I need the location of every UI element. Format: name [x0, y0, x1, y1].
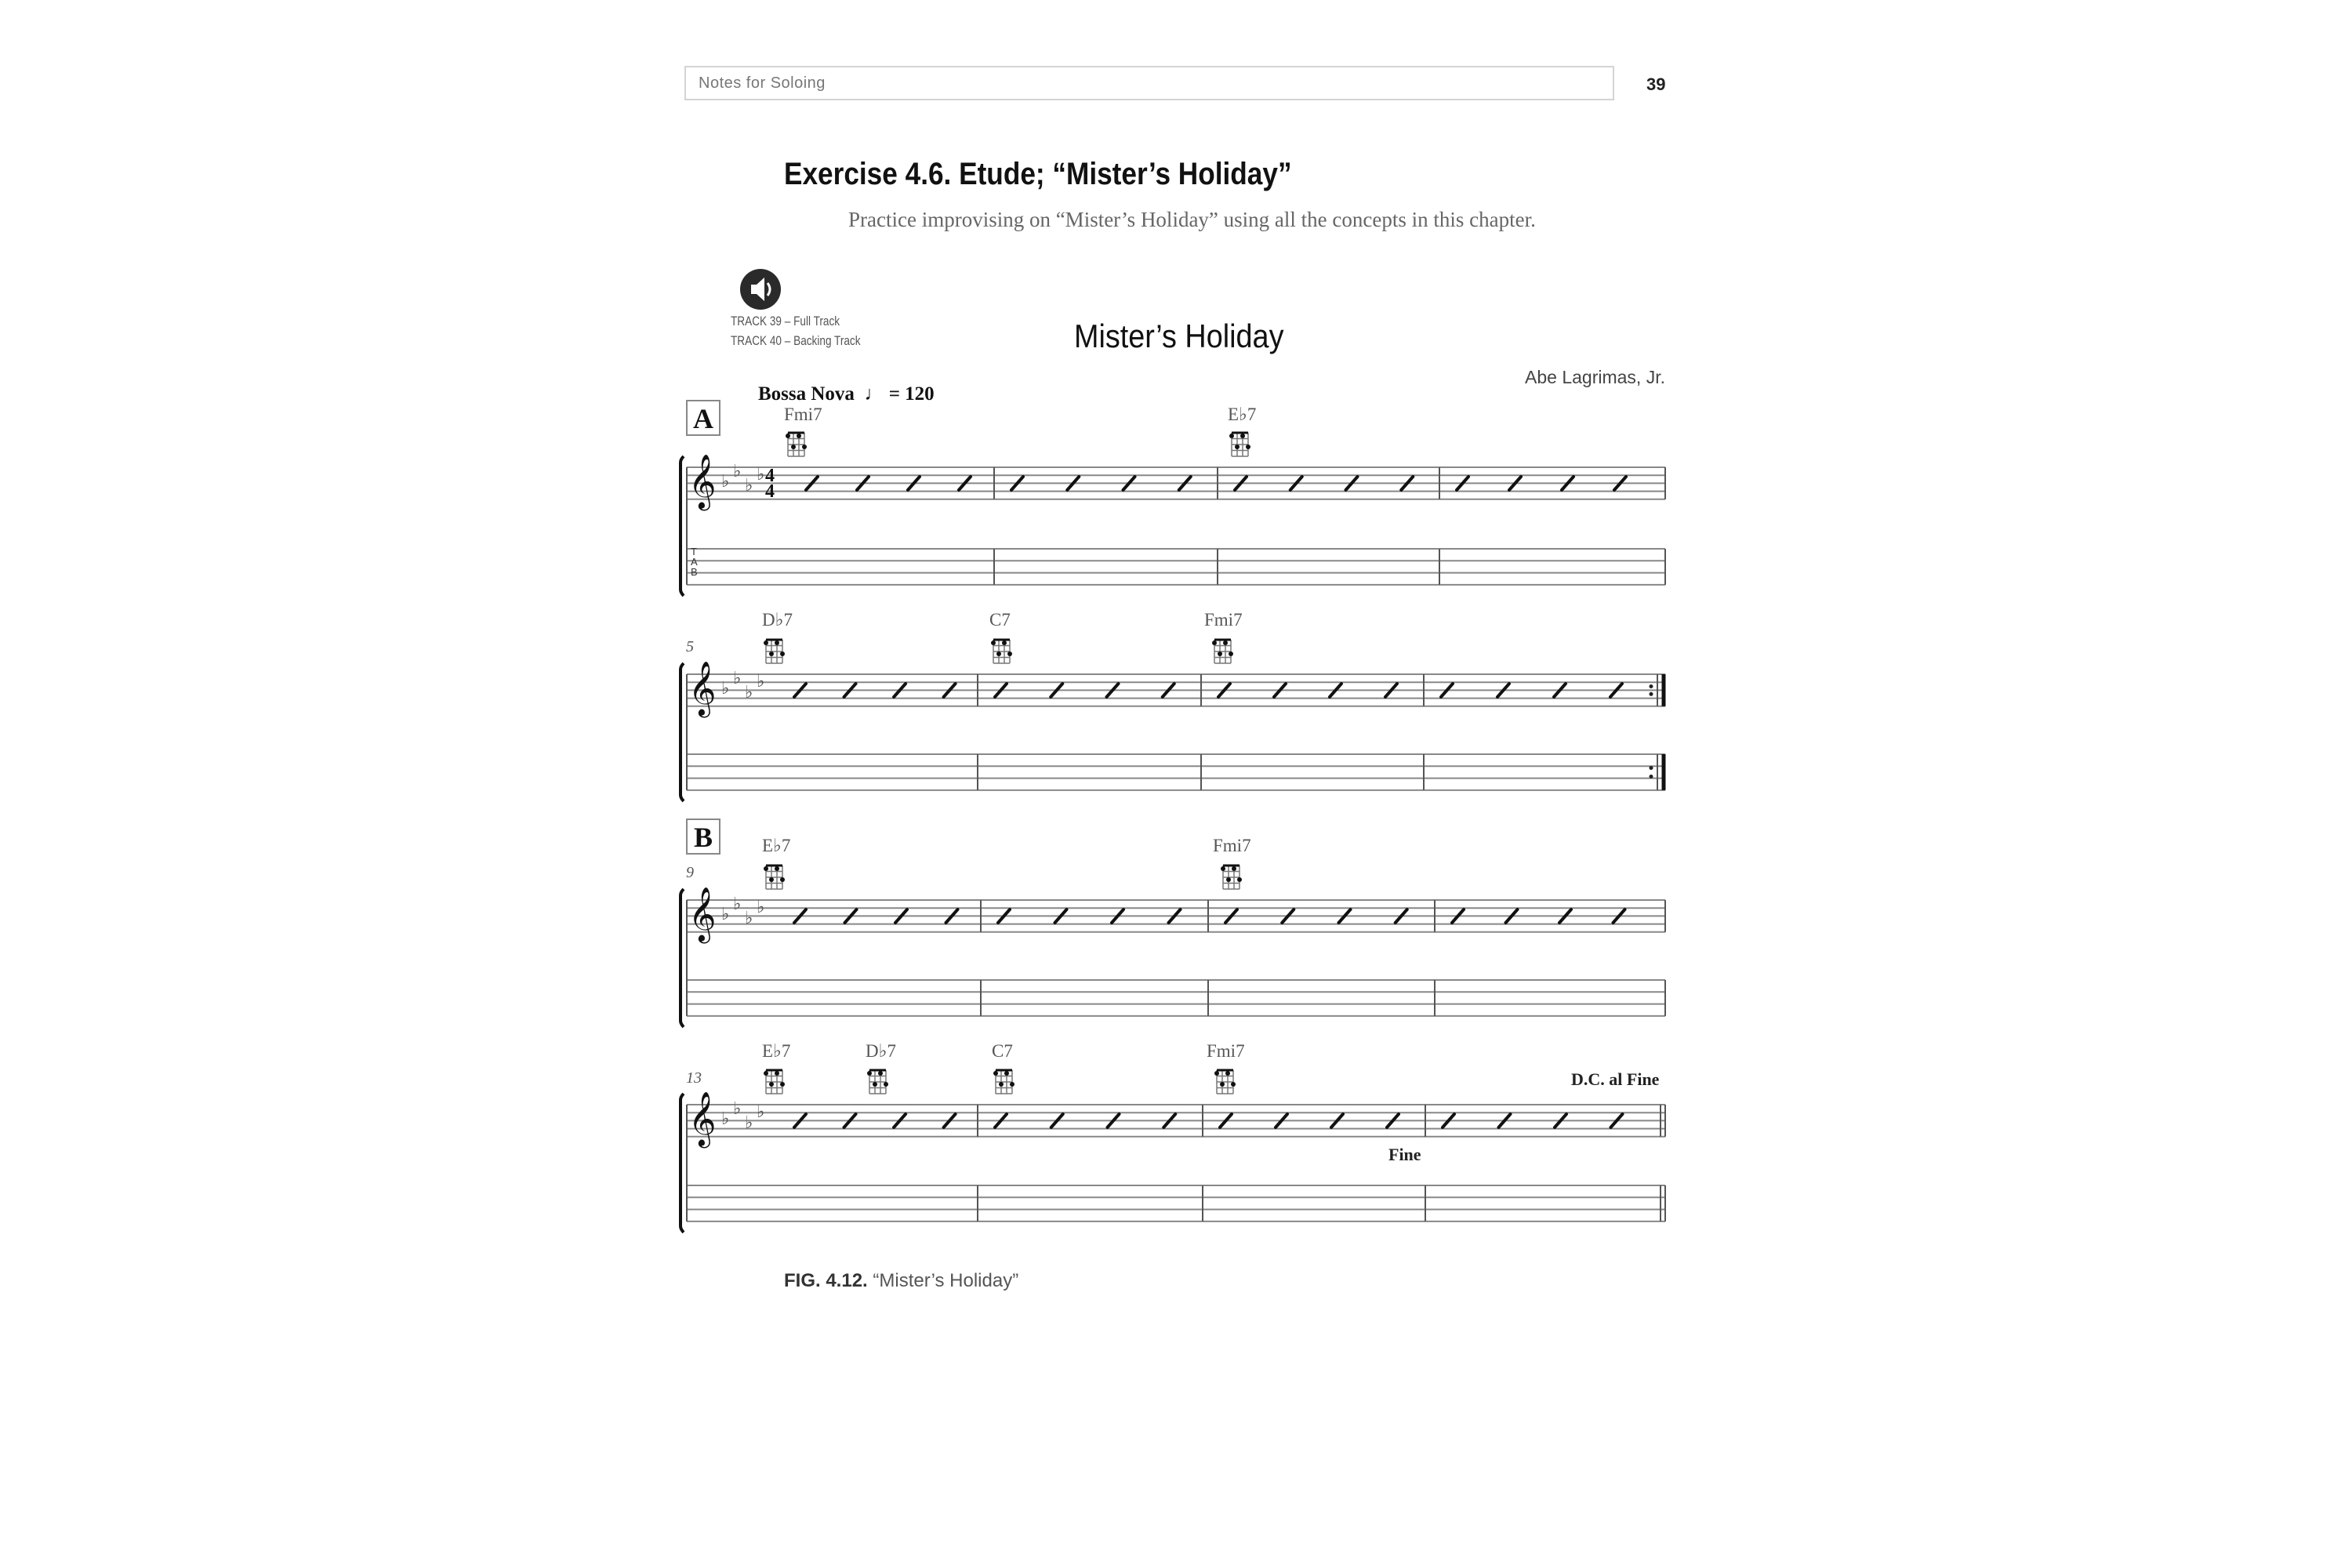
- flat-icon: ♭: [733, 1099, 742, 1119]
- chord-dot: [1229, 434, 1234, 438]
- chord-dot: [1246, 445, 1250, 449]
- flat-icon: ♭: [757, 1102, 765, 1122]
- flat-icon: ♭: [745, 1113, 753, 1133]
- chord-label: Fmi7: [784, 405, 822, 424]
- chord-label: D♭7: [762, 610, 793, 630]
- treble-clef-icon: 𝄞: [688, 887, 717, 942]
- chord-label: Fmi7: [1213, 836, 1251, 855]
- chord-dot: [797, 434, 801, 438]
- repeat-dot: [1650, 684, 1653, 688]
- tempo-value: = 120: [888, 383, 935, 405]
- chord-dot: [1225, 1071, 1230, 1076]
- repeat-dot: [1650, 692, 1653, 696]
- system-bracket: [681, 663, 684, 801]
- flat-icon: ♭: [745, 683, 753, 702]
- chord-dot: [786, 434, 790, 438]
- chord-dot: [1223, 641, 1228, 645]
- flat-icon: ♭: [757, 672, 765, 691]
- flat-icon: ♭: [757, 465, 765, 485]
- chord-dot: [993, 1071, 998, 1076]
- chord-dot: [1004, 1071, 1009, 1076]
- chord-dot: [764, 1071, 768, 1076]
- page-number: 39: [1646, 74, 1666, 94]
- chord-label: E♭7: [762, 836, 791, 855]
- rehearsal-mark-b: B: [686, 818, 720, 855]
- chord-dot: [1237, 877, 1242, 882]
- chord-label: E♭7: [762, 1041, 791, 1061]
- track-full[interactable]: TRACK 39 – Full Track: [731, 314, 840, 328]
- flat-icon: ♭: [733, 669, 742, 688]
- chord-dot: [802, 445, 807, 449]
- chord-dot: [1218, 652, 1222, 656]
- chord-label: Fmi7: [1204, 610, 1243, 630]
- chord-dot: [791, 445, 796, 449]
- time-signature: 4: [765, 481, 775, 502]
- time-signature: 4: [765, 466, 775, 486]
- system-bracket: [681, 456, 684, 596]
- chord-dot: [764, 641, 768, 645]
- chord-dot: [769, 1082, 774, 1087]
- chord-label: D♭7: [866, 1041, 896, 1061]
- chord-dot: [1221, 866, 1225, 871]
- measure-number: 5: [686, 638, 694, 655]
- tab-clef: T: [691, 546, 697, 557]
- chord-dot: [780, 1082, 785, 1087]
- treble-clef-icon: 𝄞: [688, 1091, 717, 1146]
- chord-dot: [780, 877, 785, 882]
- flat-icon: ♭: [721, 679, 730, 699]
- chord-dot: [769, 652, 774, 656]
- chord-dot: [991, 641, 996, 645]
- dc-al-fine: D.C. al Fine: [1571, 1069, 1660, 1089]
- track-backing[interactable]: TRACK 40 – Backing Track: [731, 333, 861, 348]
- chord-dot: [1214, 1071, 1219, 1076]
- chord-dot: [1010, 1082, 1014, 1087]
- chord-dot: [775, 866, 779, 871]
- flat-icon: ♭: [721, 472, 730, 492]
- chord-dot: [884, 1082, 888, 1087]
- tab-clef: B: [691, 566, 698, 578]
- exercise-title: Exercise 4.6. Etude; “Mister’s Holiday”: [784, 157, 1292, 191]
- chord-dot: [1231, 1082, 1236, 1087]
- chord-dot: [867, 1071, 872, 1076]
- chord-dot: [996, 652, 1001, 656]
- chord-dot: [764, 866, 768, 871]
- figure-label: FIG. 4.12.: [784, 1270, 868, 1291]
- chord-label: Fmi7: [1207, 1041, 1245, 1061]
- measure-number: 13: [686, 1069, 702, 1087]
- chord-dot: [1235, 445, 1240, 449]
- chord-dot: [1229, 652, 1233, 656]
- treble-clef-icon: 𝄞: [688, 661, 717, 716]
- chord-dot: [878, 1071, 883, 1076]
- flat-icon: ♭: [733, 895, 742, 914]
- flat-icon: ♭: [745, 909, 753, 928]
- chord-label: C7: [989, 610, 1011, 630]
- chord-dot: [769, 877, 774, 882]
- chord-dot: [1212, 641, 1217, 645]
- chord-dot: [1220, 1082, 1225, 1087]
- section-title: Notes for Soloing: [699, 74, 826, 92]
- figure-text: “Mister’s Holiday”: [873, 1270, 1019, 1291]
- flat-icon: ♭: [757, 898, 765, 917]
- treble-clef-icon: 𝄞: [688, 454, 717, 509]
- flat-icon: ♭: [733, 462, 742, 481]
- chord-dot: [873, 1082, 877, 1087]
- chord-label: C7: [992, 1041, 1013, 1061]
- system-bracket: [681, 889, 684, 1027]
- chord-dot: [1226, 877, 1231, 882]
- repeat-dot: [1650, 766, 1653, 770]
- chord-dot: [1002, 641, 1007, 645]
- chord-dot: [1232, 866, 1236, 871]
- flat-icon: ♭: [745, 476, 753, 495]
- chord-dot: [775, 641, 779, 645]
- composer: Abe Lagrimas, Jr.: [1525, 367, 1665, 387]
- song-title: Mister’s Holiday: [1074, 318, 1284, 354]
- flat-icon: ♭: [721, 1109, 730, 1129]
- chord-dot: [780, 652, 785, 656]
- chord-dot: [1240, 434, 1245, 438]
- exercise-instruction: Practice improvising on “Mister’s Holiday” using all the concepts in this chapter.: [848, 208, 1536, 231]
- system-bracket: [681, 1094, 684, 1232]
- chord-dot: [999, 1082, 1004, 1087]
- quarter-note-icon: ♩: [864, 383, 884, 405]
- style-label: Bossa Nova: [758, 383, 855, 405]
- repeat-dot: [1650, 775, 1653, 779]
- fine-marking: Fine: [1388, 1145, 1421, 1164]
- measure-number: 9: [686, 864, 694, 881]
- chord-label: E♭7: [1228, 405, 1257, 424]
- chord-dot: [1007, 652, 1012, 656]
- tab-clef: A: [691, 556, 698, 568]
- flat-icon: ♭: [721, 905, 730, 924]
- rehearsal-mark-a: A: [686, 400, 720, 436]
- chord-dot: [775, 1071, 779, 1076]
